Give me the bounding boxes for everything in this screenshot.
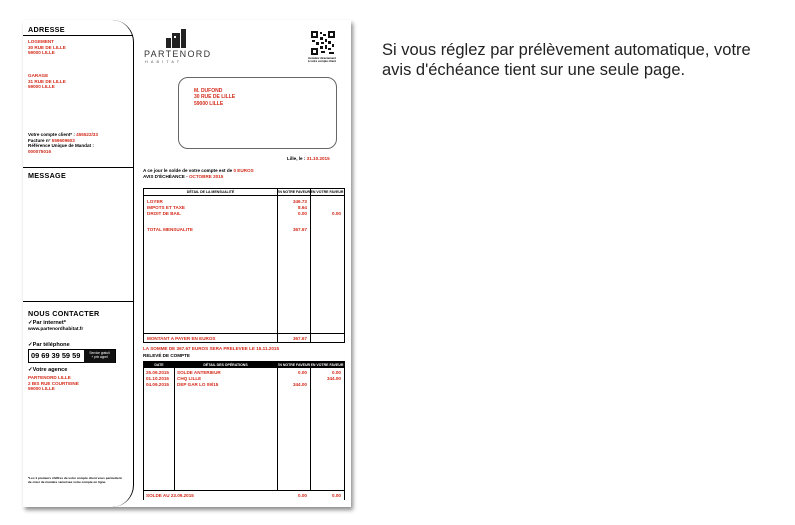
montant-row <box>144 333 344 343</box>
date-value: 31.10.2015 <box>306 156 330 161</box>
releve-date: 01.10.2015 <box>146 376 169 381</box>
explanatory-note: Si vous réglez par prélèvement automatique, votre avis d'échéance tient sur une seule page. <box>382 41 751 79</box>
avis-line <box>143 174 223 180</box>
col-en-votre-faveur: EN VOTRE FAVEUR <box>310 363 344 367</box>
mandat-value: 000075016 <box>28 148 51 154</box>
releve-title: RELEVÉ DE COMPTE <box>143 353 190 358</box>
mensualite-notre: 8.64 <box>298 205 307 210</box>
divider <box>23 35 133 36</box>
solde-value: 0 EUROS <box>233 168 254 173</box>
recipient-line: 30 RUE DE LILLE <box>194 94 236 101</box>
total-mensualite-value: 367.67 <box>292 227 307 232</box>
compte-label: Votre compte client* : <box>28 132 75 137</box>
releve-notre: 344.00 <box>292 382 307 387</box>
phone-service-text: Service gratuit <box>89 351 110 355</box>
compte-value: 455522/33 <box>76 132 98 137</box>
column-divider <box>174 362 175 499</box>
account-info <box>28 132 132 154</box>
agence-line: PARTENORD LILLE <box>28 375 71 380</box>
phone-box <box>28 349 116 363</box>
solde-text: A ce jour le solde de votre compte est de <box>143 168 233 173</box>
releve-label: CHQ LILLE <box>177 376 202 381</box>
releve-table <box>143 361 345 500</box>
releve-solde-votre: 0.00 <box>332 493 341 498</box>
mensualite-label: DROIT DE BAIL <box>147 211 181 216</box>
col-en-votre-faveur: EN VOTRE FAVEUR <box>310 190 344 194</box>
qr-caption-line: Accédez directement <box>308 56 336 60</box>
avis-value: OCTOBRE 2015 <box>188 174 224 179</box>
solde-line <box>143 168 254 174</box>
releve-label: DEP GAR LO 09/15 <box>177 382 219 387</box>
releve-solde-notre: 0.00 <box>298 493 307 498</box>
logement-line: 30 RUE DE LILLE <box>28 44 66 50</box>
col-en-notre-faveur: EN NOTRE FAVEUR <box>277 363 310 367</box>
invoice-page <box>23 20 351 507</box>
column-divider <box>310 362 311 499</box>
releve-notre: 0.00 <box>298 370 307 375</box>
garage-line: GARAGE <box>28 73 49 78</box>
facture-label: Facture n° <box>28 137 51 143</box>
col-date: DATE <box>154 363 164 367</box>
avis-label: AVIS D'ÉCHÉANCE - <box>143 174 188 179</box>
mandat-label: Référence Unique de Mandat : <box>28 143 94 149</box>
montant-value: 367.67 <box>292 336 307 341</box>
recipient-line: 59000 LILLE <box>194 100 224 107</box>
col-detail: DÉTAIL DE LA MENSUALITÉ <box>186 190 235 194</box>
divider <box>23 167 133 168</box>
invoice-sidebar <box>23 20 134 507</box>
mensualite-label: LOYER <box>147 199 163 204</box>
col-operations: DÉTAIL DES OPÉRATIONS <box>203 363 248 367</box>
agence-line: 2 BIS RUE COURTEINE <box>28 380 79 386</box>
phone-service-badge <box>84 350 115 363</box>
qr-caption <box>299 57 345 64</box>
releve-solde-row <box>144 490 344 500</box>
facture-value: 559609603 <box>51 137 75 143</box>
divider <box>23 301 133 302</box>
website-link[interactable]: www.partenordhabitat.fr <box>28 327 84 332</box>
mensualite-votre: 0.00 <box>332 211 341 216</box>
logo-name: PARTENORD <box>144 49 212 59</box>
date-label: Lille, le : <box>287 156 306 161</box>
releve-votre: 0.00 <box>332 370 341 375</box>
recipient-address <box>194 88 235 107</box>
garage-line: 31 RUE DE LILLE <box>28 78 66 84</box>
phone-service-text: + prix appel <box>91 355 108 360</box>
releve-solde-label: SOLDE AU 23.09.2015 <box>146 493 194 498</box>
building-icon <box>153 28 203 50</box>
logo-sub: HABITAT <box>145 60 183 64</box>
agence-label: ✓Votre agence <box>28 367 68 373</box>
contact-title: NOUS CONTACTER <box>28 309 100 318</box>
recipient-line: M. DUFOND <box>194 88 223 94</box>
mensualite-notre: 346.73 <box>292 199 307 204</box>
garage-line: 59000 LILLE <box>28 84 55 90</box>
qr-caption-line: à votre compte client <box>308 59 336 64</box>
phone-number[interactable]: 09 69 39 59 59 <box>31 351 81 360</box>
garage-address <box>28 73 66 90</box>
releve-date: 04.09.2015 <box>146 382 169 387</box>
releve-label: SOLDE ANTERIEUR <box>177 370 221 375</box>
logement-address <box>28 39 66 56</box>
mensualite-label: IMPOTS ET TAXE <box>147 205 185 210</box>
internet-label: ✓Par internet* <box>28 320 66 326</box>
releve-date: 25.09.2015 <box>146 370 169 375</box>
address-window <box>178 77 337 149</box>
adresse-title: ADRESSE <box>28 25 65 34</box>
montant-label: MONTANT A PAYER EN EUROS <box>147 336 216 341</box>
col-en-notre-faveur: EN NOTRE FAVEUR <box>277 190 310 194</box>
agence-line: 59000 LILLE <box>28 386 55 392</box>
mensualite-table <box>143 188 345 343</box>
prelevement-text: LA SOMME DE 367.67 EUROS SERA PRELEVEE LE 15.11.2015 <box>143 346 279 351</box>
partenord-logo <box>153 28 203 50</box>
releve-votre: 344.00 <box>326 376 341 381</box>
mensualite-notre: 0.00 <box>298 211 307 216</box>
mensualite-header <box>144 189 344 196</box>
message-title: MESSAGE <box>28 171 67 180</box>
logement-line: LOGEMENT <box>28 39 55 44</box>
invoice-date <box>287 156 330 162</box>
agence-address <box>28 375 79 392</box>
qr-code-icon <box>311 31 335 55</box>
logement-line: 59000 LILLE <box>28 50 55 56</box>
footnote: *Les 4 premiers chiffres de votre compte client vous permettent de créer de manière sécurisée votre compte en ligne. <box>28 476 122 484</box>
phone-label: ✓Par téléphone <box>28 342 70 348</box>
total-mensualite-label: TOTAL MENSUALITE <box>147 227 193 232</box>
